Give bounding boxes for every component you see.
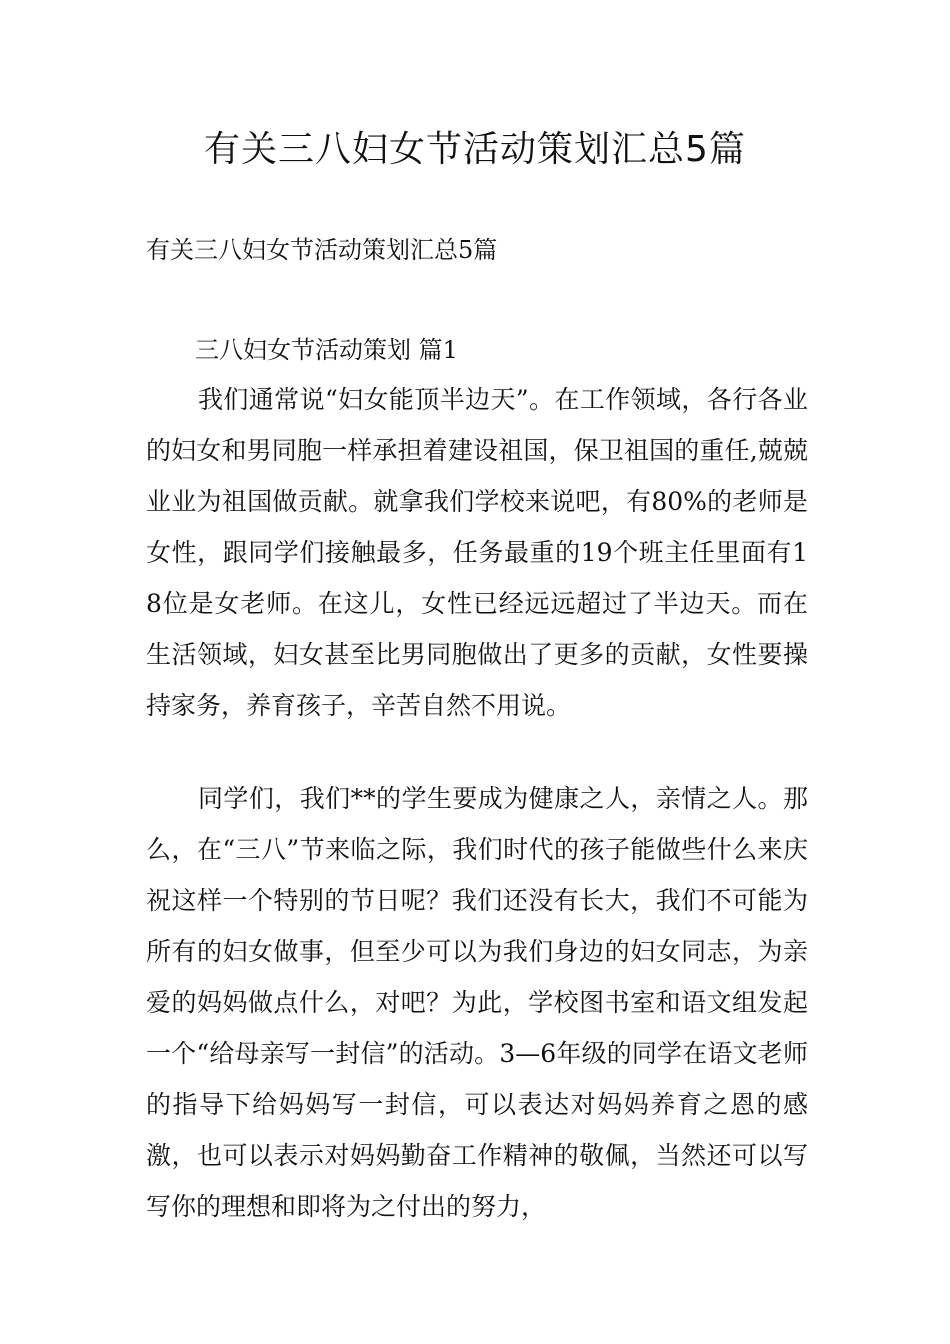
body-paragraph-2: 同学们，我们**的学生要成为健康之人，亲情之人。那么，在“三八”节来临之际，我们时代的孩子能做些什么来庆祝这样一个特别的节日呢？我们还没有长大，我们不可能为所有的妇女做事，但至少可以为我们身边的妇女同志，为亲爱的妈妈做点什么，对吧？为此，学校图书室和语文组发起一个“给母亲写一封信”的活动。3—6年级的同学在语文老师的指导下给妈妈写一封信，可以表达对妈妈养育之恩的感激，也可以表示对妈妈勤奋工作精神的敬佩，当然还可以写写你的理想和即将为之付出的努力，	[146, 784, 808, 1221]
body-paragraph-1: 我们通常说“妇女能顶半边天”。在工作领域，各行各业的妇女和男同胞一样承担着建设祖国，保卫祖国的重任,兢兢业业为祖国做贡献。就拿我们学校来说吧，有80%的老师是女性，跟同学们接触最多，任务最重的19个班主任里面有18位是女老师。在这儿，女性已经远远超过了半边天。而在生活领域，妇女甚至比男同胞做出了更多的贡献，女性要操持家务，养育孩子，辛苦自然不用说。	[146, 385, 808, 720]
document-title: 有关三八妇女节活动策划汇总5篇	[204, 129, 746, 170]
section-heading: 三八妇女节活动策划 篇1	[195, 336, 458, 364]
document-subtitle: 有关三八妇女节活动策划汇总5篇	[146, 236, 498, 264]
